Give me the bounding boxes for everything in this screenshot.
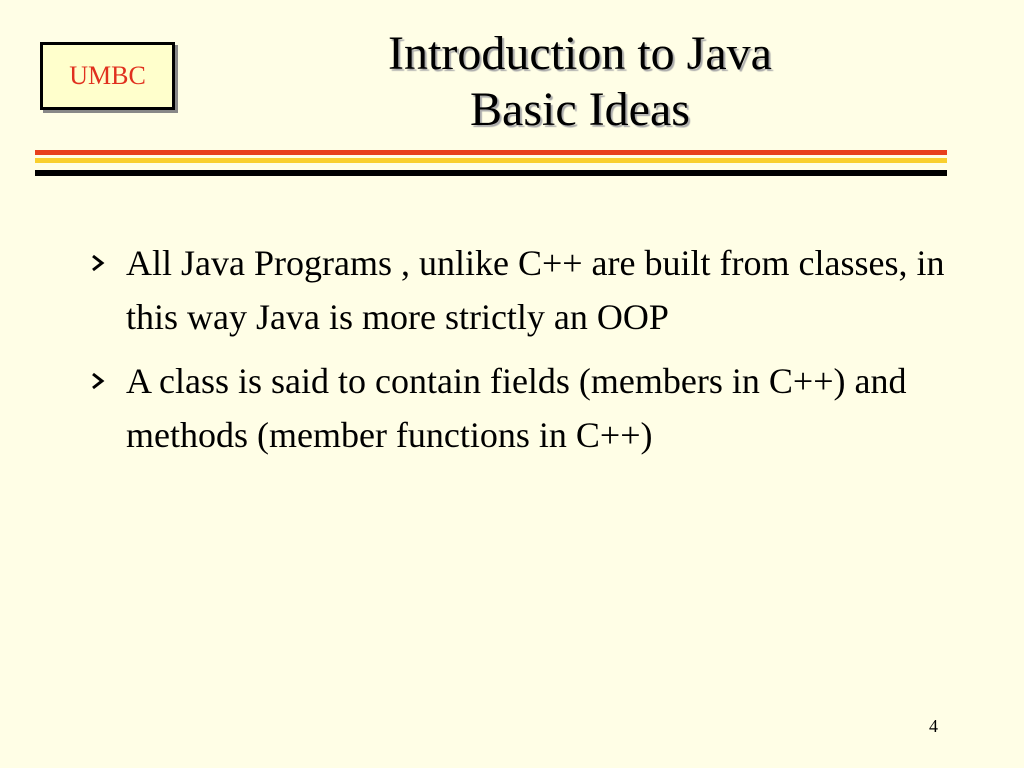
bullet-list [90,236,950,472]
title-line-1: Introduction to Java [388,27,772,80]
slide-title [220,26,940,138]
bullet-text: All Java Programs , unlike C++ are built from classes, in this way Java is more strictly an OOP [126,243,945,337]
page-number: 4 [929,716,938,736]
umbc-logo [40,42,175,110]
chevron-right-icon [90,354,126,408]
header-stripe-black [35,170,947,176]
logo-text: UMBC [69,61,146,90]
header-stripe-red [35,150,947,155]
header-stripe-yellow [35,158,947,163]
list-item [90,354,950,462]
chevron-right-icon [90,236,126,290]
title-line-2: Basic Ideas [470,83,690,136]
bullet-text: A class is said to contain fields (members in C++) and methods (member functions in C++) [126,361,907,455]
list-item [90,236,950,344]
